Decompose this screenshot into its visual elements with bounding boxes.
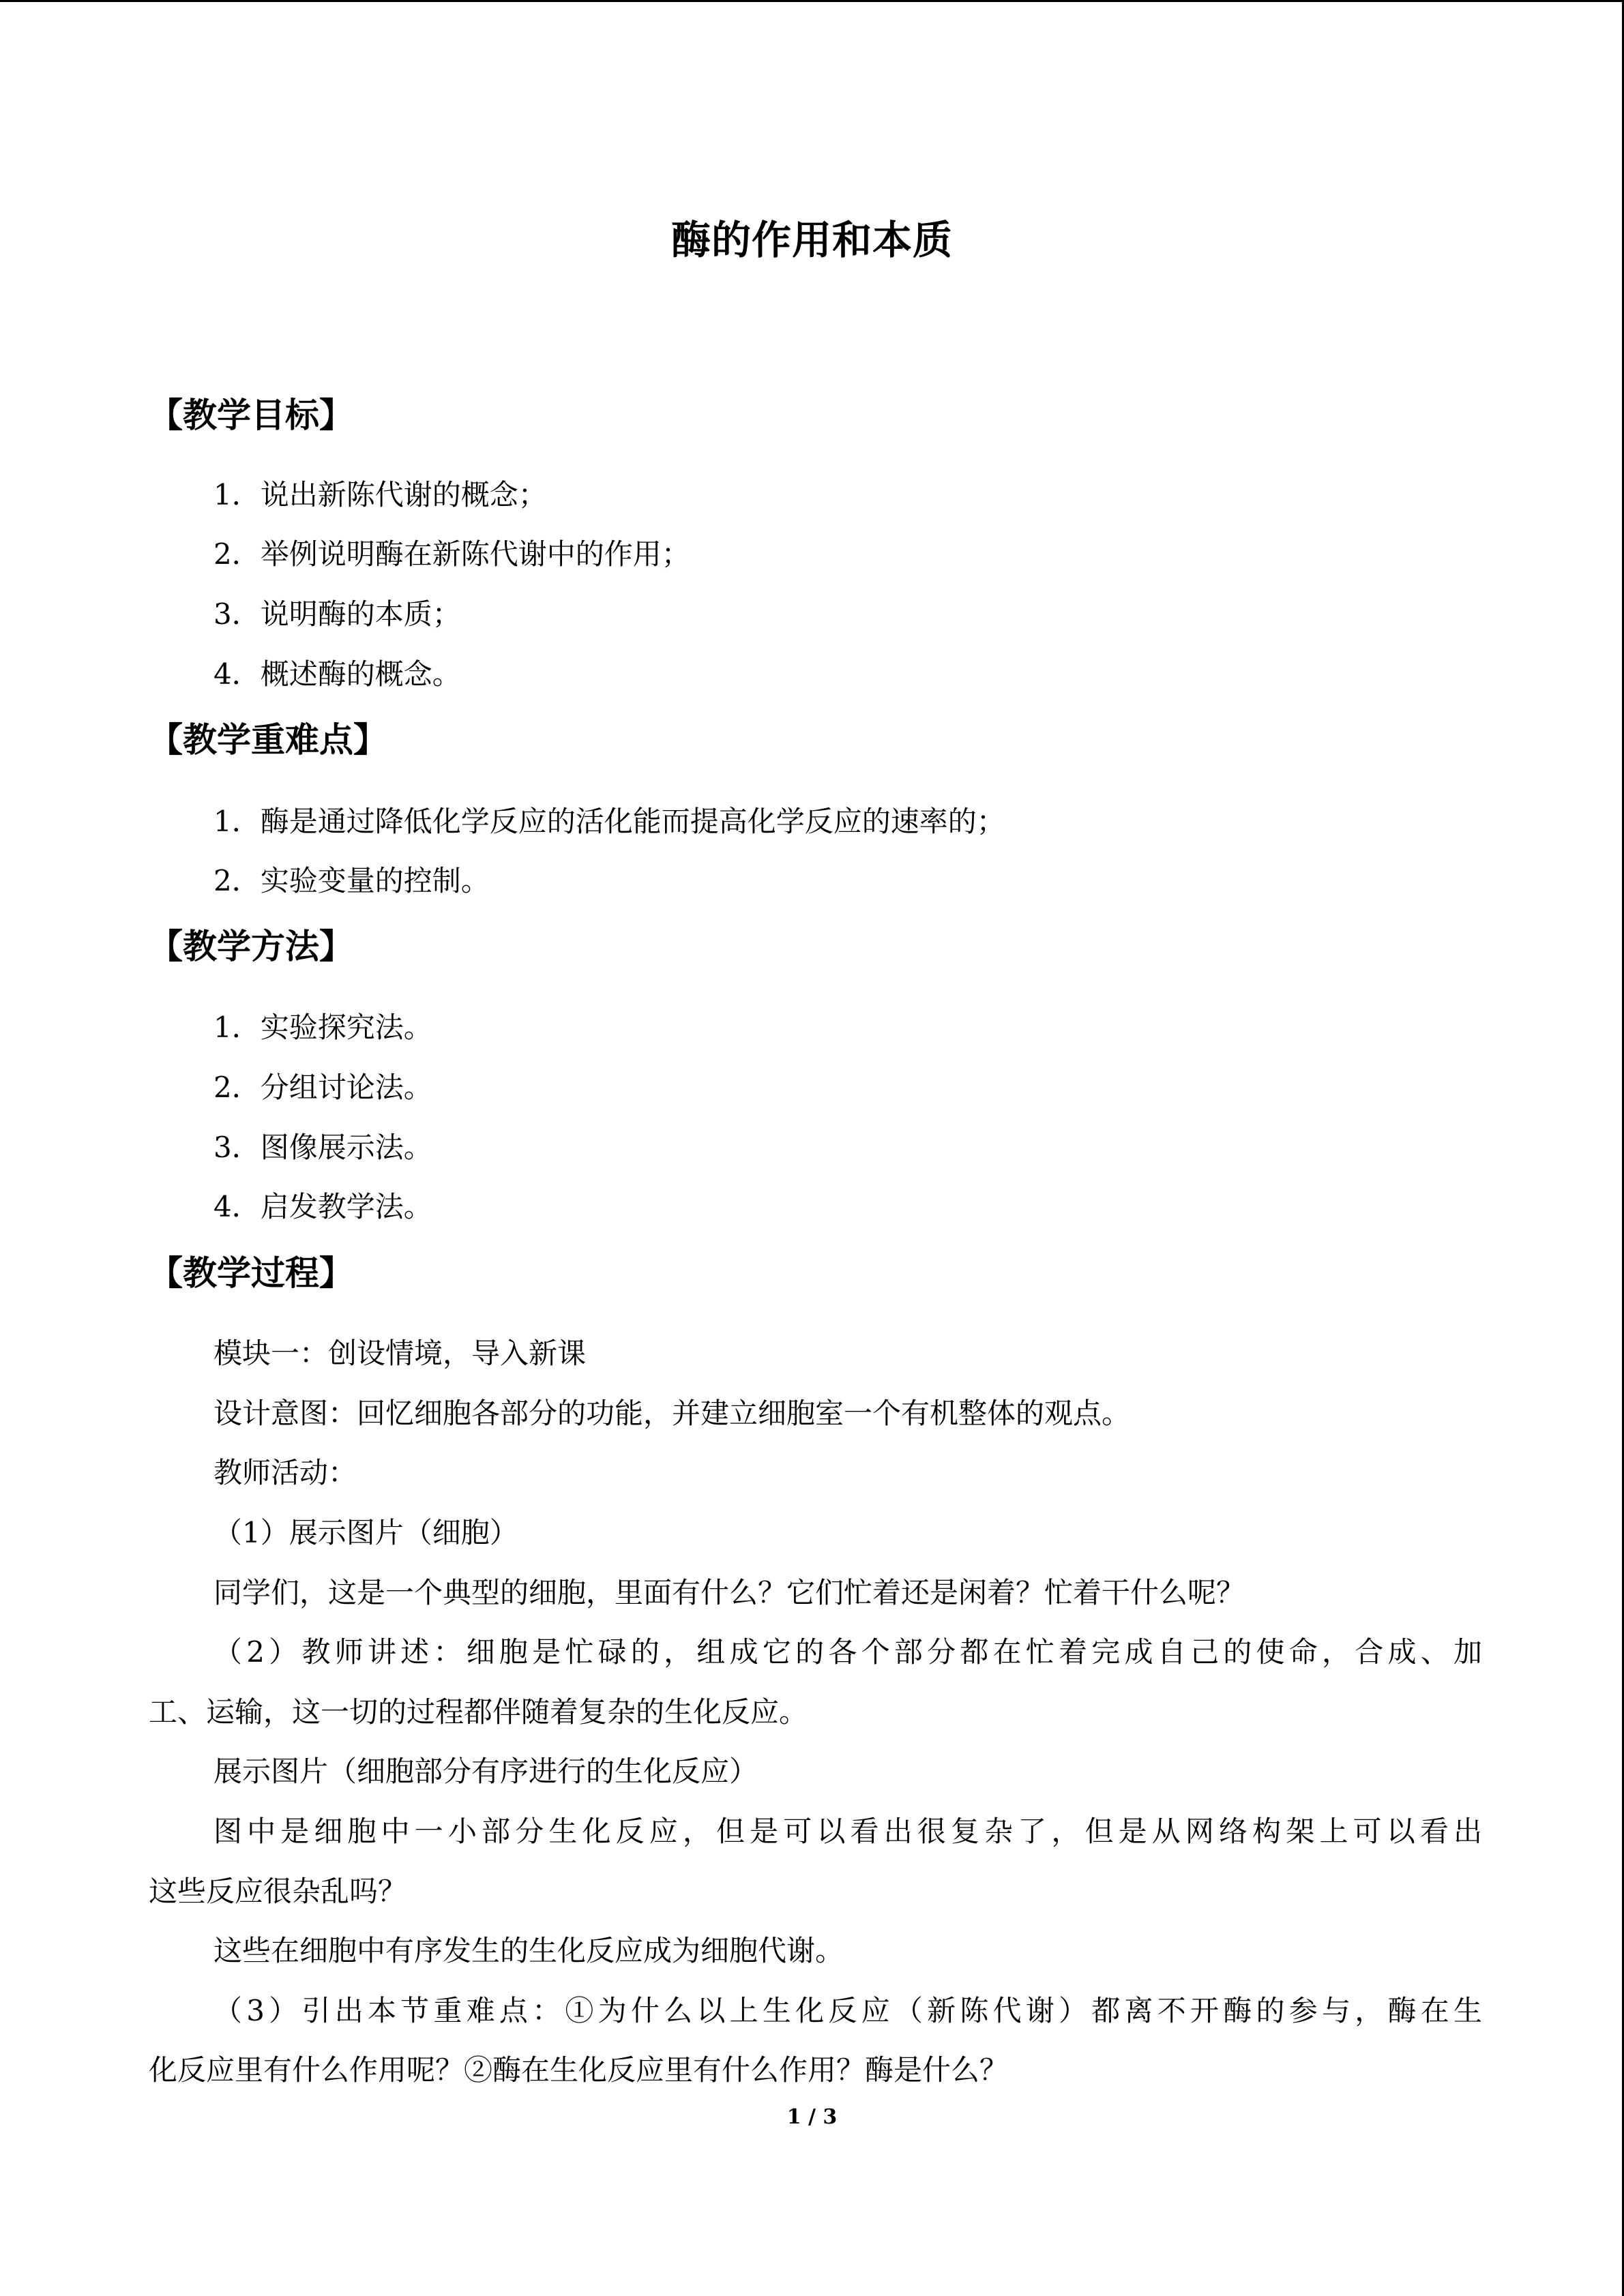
list-item: 3．图像展示法。: [213, 1131, 432, 1164]
page-border-top: [0, 0, 1624, 2]
paragraph-line: （3）引出本节重难点：①为什么以上生化反应（新陈代谢）都离不开酶的参与，酶在生: [213, 1994, 1482, 2027]
paragraph-line: 化反应里有什么作用呢？②酶在生化反应里有什么作用？酶是什么？: [149, 2053, 1009, 2087]
list-item: 1．说出新陈代谢的概念；: [213, 478, 547, 511]
paragraph-line: 模块一：创设情境，导入新课: [213, 1337, 587, 1370]
document-title: 酶的作用和本质: [670, 217, 953, 263]
paragraph-line: （1）展示图片（细胞）: [213, 1516, 518, 1549]
paragraph-line: 同学们，这是一个典型的细胞，里面有什么？它们忙着还是闲着？忙着干什么呢？: [213, 1576, 1245, 1609]
list-item: 1．实验探究法。: [213, 1011, 432, 1044]
list-item: 2．实验变量的控制。: [213, 864, 490, 897]
section-heading-process: 【教学过程】: [149, 1253, 353, 1293]
list-item: 4．概述酶的概念。: [213, 657, 461, 691]
section-heading-objectives: 【教学目标】: [149, 396, 353, 435]
paragraph-line: 展示图片（细胞部分有序进行的生化反应）: [213, 1755, 758, 1788]
list-item: 4．启发教学法。: [213, 1190, 432, 1223]
paragraph-line: （2）教师讲述：细胞是忙碌的，组成它的各个部分都在忙着完成自己的使命，合成、加: [213, 1635, 1482, 1669]
page-number: 1 / 3: [786, 2105, 838, 2129]
paragraph-line: 设计意图：回忆细胞各部分的功能，并建立细胞室一个有机整体的观点。: [213, 1397, 1131, 1430]
list-item: 1．酶是通过降低化学反应的活化能而提高化学反应的速率的；: [213, 805, 1005, 838]
paragraph-line: 教师活动：: [213, 1456, 357, 1489]
paragraph-line: 图中是细胞中一小部分生化反应，但是可以看出很复杂了，但是从网络构架上可以看出: [213, 1815, 1482, 1848]
list-item: 3．说明酶的本质；: [213, 597, 461, 631]
list-item: 2．举例说明酶在新陈代谢中的作用；: [213, 537, 690, 571]
section-heading-methods: 【教学方法】: [149, 927, 353, 966]
paragraph-line: 工、运输，这一切的过程都伴随着复杂的生化反应。: [149, 1695, 808, 1729]
list-item: 2．分组讨论法。: [213, 1071, 432, 1104]
paragraph-line: 这些反应很杂乱吗？: [149, 1875, 407, 1908]
section-heading-key-points: 【教学重难点】: [149, 720, 387, 760]
paragraph-line: 这些在细胞中有序发生的生化反应成为细胞代谢。: [213, 1934, 844, 1967]
